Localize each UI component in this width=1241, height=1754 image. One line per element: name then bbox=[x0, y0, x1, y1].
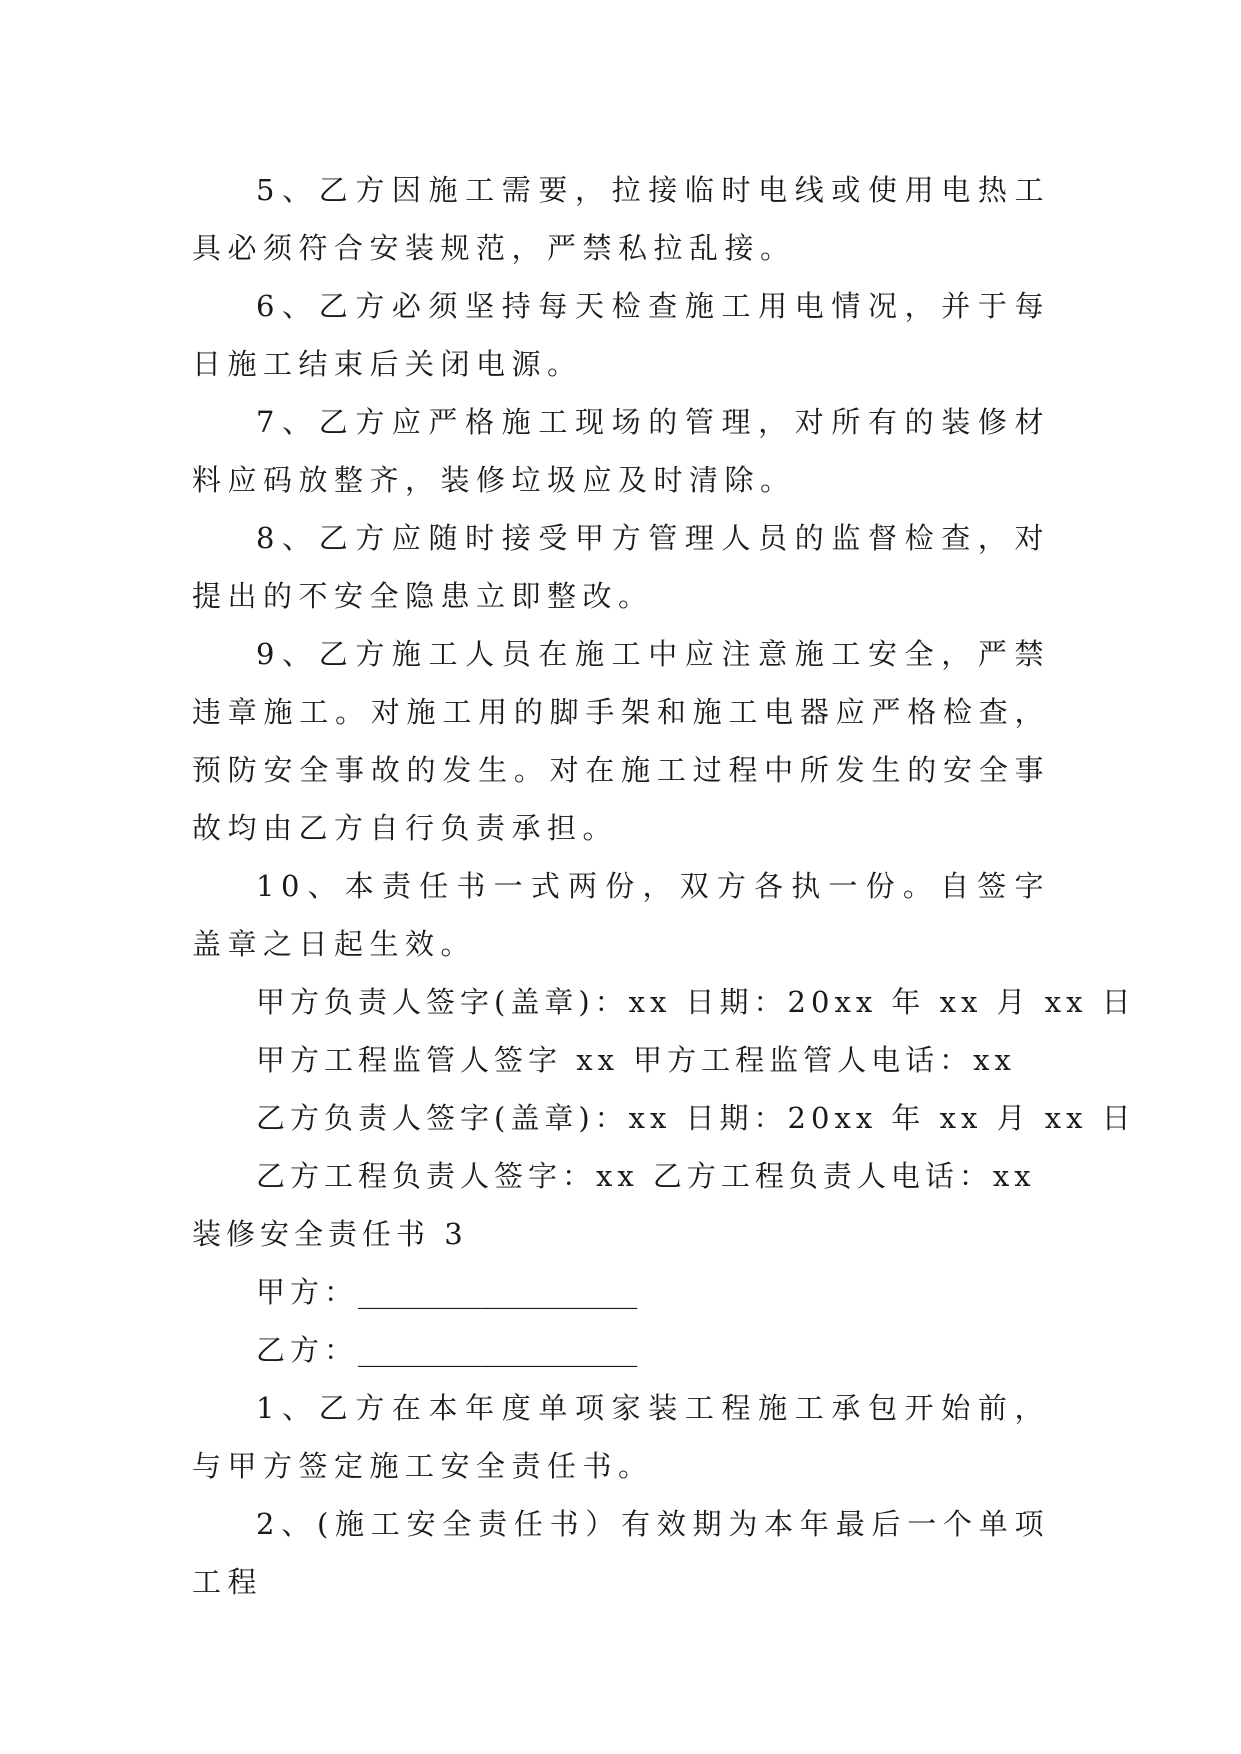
party-a-blank: ________________ bbox=[358, 1275, 638, 1309]
section-title: 装修安全责任书 3 bbox=[192, 1217, 468, 1251]
party-b-field bbox=[192, 1321, 1050, 1379]
document-body bbox=[192, 161, 1136, 1611]
clause-7: 7、乙方应严格施工现场的管理，对所有的装修材料应码放整齐，装修垃圾应及时清除。 bbox=[192, 405, 1050, 497]
clause-1: 1、乙方在本年度单项家装工程施工承包开始前，与甲方签定施工安全责任书。 bbox=[192, 1391, 1050, 1483]
party-a-supervisor-line: 甲方工程监管人签字 xx 甲方工程监管人电话：xx bbox=[256, 1043, 1016, 1077]
party-b-blank: ________________ bbox=[358, 1333, 638, 1367]
clause-10: 10、本责任书一式两份，双方各执一份。自签字盖章之日起生效。 bbox=[192, 869, 1050, 961]
party-b-manager-line: 乙方工程负责人签字：xx 乙方工程负责人电话：xx bbox=[256, 1159, 1036, 1193]
clause-6: 6、乙方必须坚持每天检查施工用电情况，并于每日施工结束后关闭电源。 bbox=[192, 289, 1050, 381]
party-a-signature-line: 甲方负责人签字(盖章)：xx 日期：20xx 年 xx 月 xx 日 bbox=[256, 985, 1136, 1019]
party-a-field bbox=[192, 1263, 1050, 1321]
clause-9: 9、乙方施工人员在施工中应注意施工安全，严禁违章施工。对施工用的脚手架和施工电器应严格检查，预防安全事故的发生。对在施工过程中所发生的安全事故均由乙方自行负责承担。 bbox=[192, 637, 1050, 845]
party-b-label: 乙方： bbox=[256, 1333, 359, 1367]
clause-5: 5、乙方因施工需要，拉接临时电线或使用电热工具必须符合安装规范，严禁私拉乱接。 bbox=[192, 173, 1050, 265]
party-a-label: 甲方： bbox=[256, 1275, 359, 1309]
clause-2: 2、(施工安全责任书）有效期为本年最后一个单项工程 bbox=[192, 1507, 1050, 1599]
party-b-signature-line: 乙方负责人签字(盖章)：xx 日期：20xx 年 xx 月 xx 日 bbox=[256, 1101, 1136, 1135]
clause-8: 8、乙方应随时接受甲方管理人员的监督检查，对提出的不安全隐患立即整改。 bbox=[192, 521, 1050, 613]
